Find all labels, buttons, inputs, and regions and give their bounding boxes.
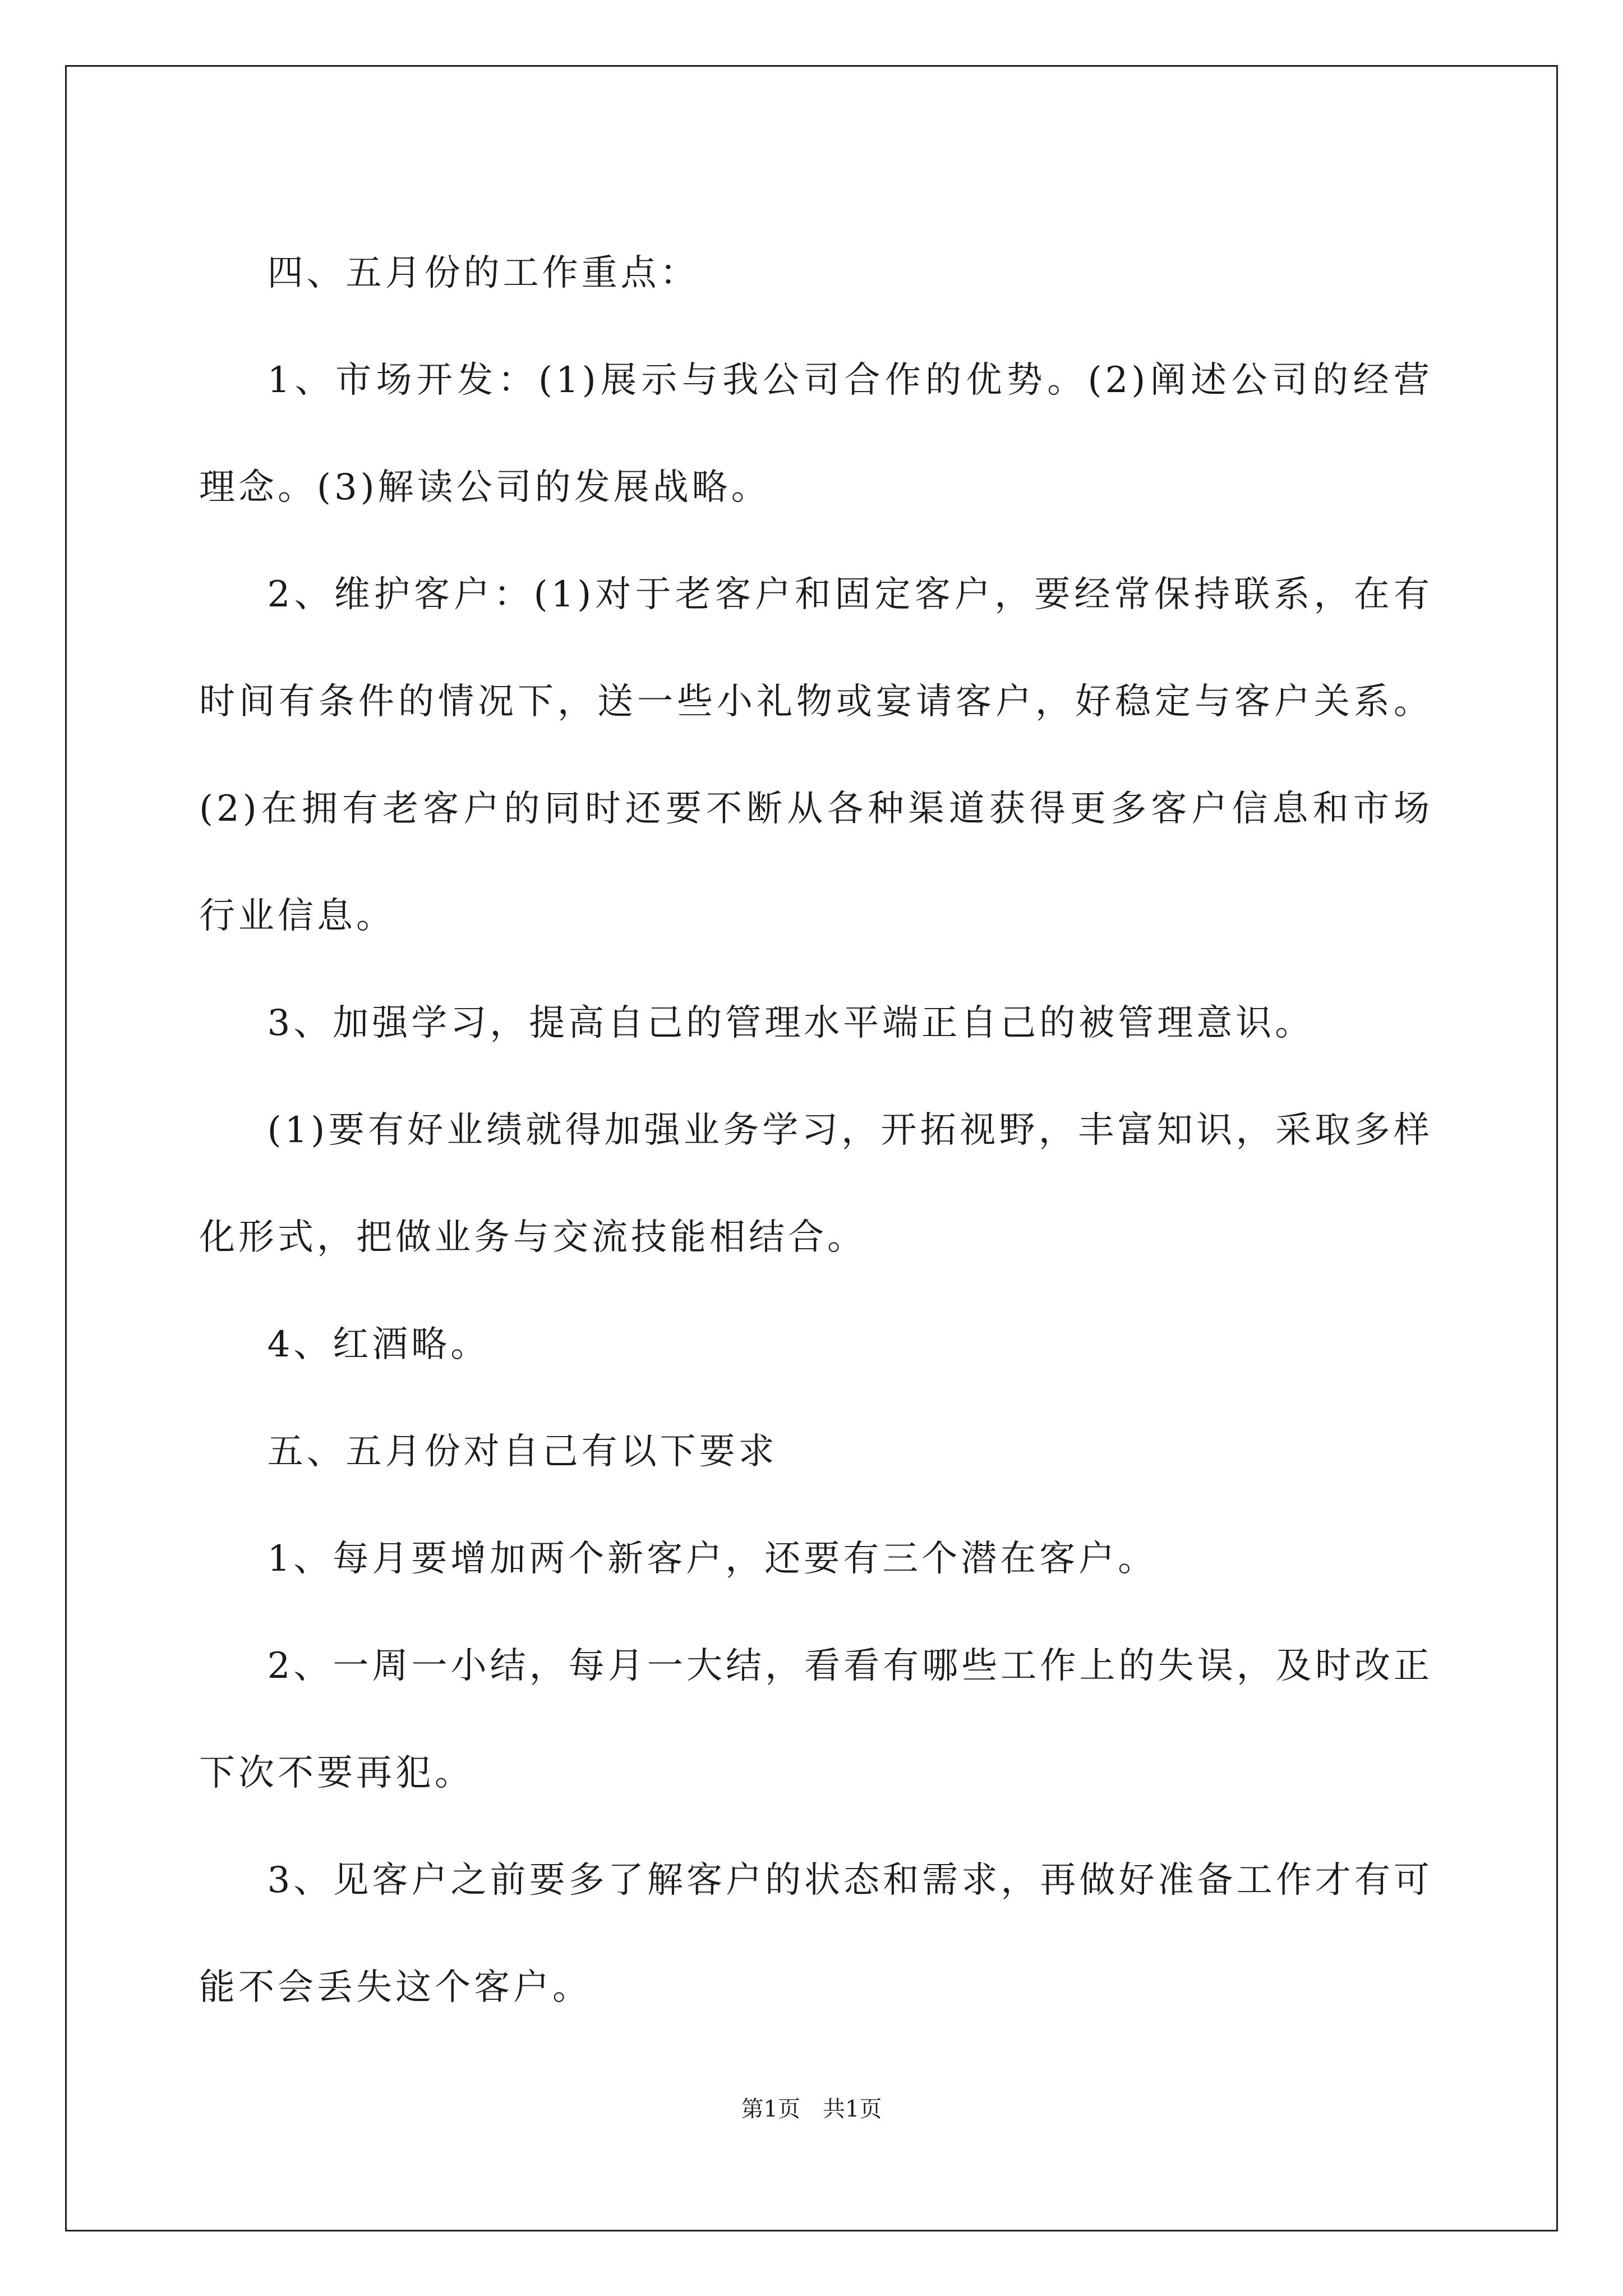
paragraph-strengthen-learning: 3、加强学习，提高自己的管理水平端正自己的被管理意识。 xyxy=(267,1002,1315,1044)
paragraph-weekly-summary: 2、一周一小结，每月一大结，看看有哪些工作上的失误，及时改正下次不要再犯。 xyxy=(199,1645,1433,1794)
paragraph-section-five-heading: 五、五月份对自己有以下要求 xyxy=(267,1431,778,1473)
paragraph-business-study: (1)要有好业绩就得加强业务学习，开拓视野，丰富知识，采取多样化形式，把做业务与交流技能相结合。 xyxy=(199,1110,1433,1258)
paragraph-market-development: 1、市场开发：(1)展示与我公司合作的优势。(2)阐述公司的经营理念。(3)解读公司的发展战略。 xyxy=(199,360,1433,508)
page-footer xyxy=(0,2095,1623,2123)
paragraph-red-wine: 4、红酒略。 xyxy=(267,1324,490,1365)
paragraph-customer-preparation: 3、见客户之前要多了解客户的状态和需求，再做好准备工作才有可能不会丢失这个客户。 xyxy=(199,1860,1433,2008)
paragraph-section-four-heading: 四、五月份的工作重点： xyxy=(267,252,699,294)
document-body xyxy=(199,220,1433,2041)
paragraph-maintain-customers: 2、维护客户：(1)对于老客户和固定客户，要经常保持联系，在有时间有条件的情况下，送一些小礼物或宴请客户，好稳定与客户关系。(2)在拥有老客户的同时还要不断从各种渠道获得更多客户信息和市场行业信息。 xyxy=(199,574,1433,937)
paragraph-new-customers: 1、每月要增加两个新客户，还要有三个潜在客户。 xyxy=(267,1538,1158,1580)
page-number-total: 共1页 xyxy=(823,2096,882,2122)
page-number-current: 第1页 xyxy=(741,2096,800,2122)
